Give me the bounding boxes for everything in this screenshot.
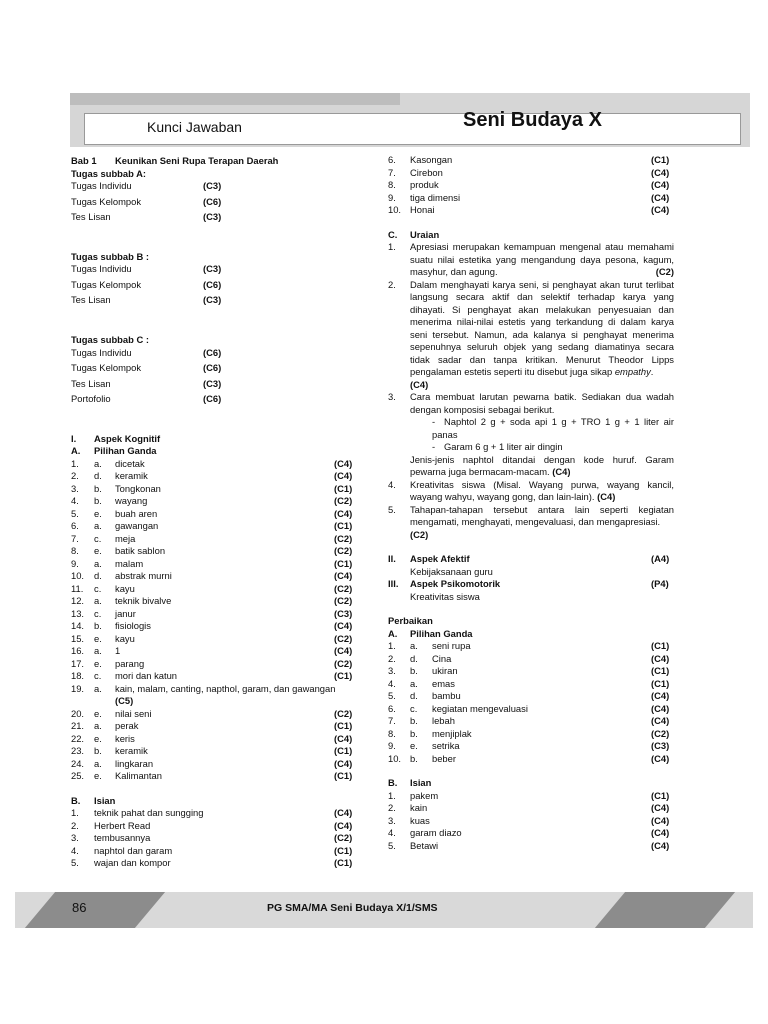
list-item: 4. garam diazo (C4) [388, 827, 670, 838]
list-item: Tugas Kelompok (C6) [71, 362, 222, 374]
perbaikan-pg-list [388, 640, 674, 765]
list-item: Tugas Individu (C3) [71, 180, 222, 191]
list-item: 2. kain (C4) [388, 802, 670, 813]
tugas-a-title: Tugas subbab A: [71, 167, 146, 179]
list-item: 15. e. kayu (C2) [71, 632, 353, 644]
uraian-item-5: 5. Tahapan-tahapan tersebut antara lain seperti kegiatan mengamati, menghayati, mengevaluasi, dan mengapresiasi. (C2) [388, 503, 674, 540]
list-item: 14. b. fisiologis (C4) [71, 620, 353, 632]
psikomotorik-heading: III. Aspek Psikomotorik (P4) [388, 578, 669, 589]
header-left-title: Kunci Jawaban [147, 119, 242, 135]
pilihan-ganda-heading: A. Pilihan Ganda [71, 445, 157, 457]
left-column [71, 155, 361, 870]
uraian-sub-2: - Garam 6 g + 1 liter air dingin [432, 441, 563, 452]
list-item: 22. e. keris (C4) [71, 732, 353, 744]
list-item: 5. Betawi (C4) [388, 839, 670, 851]
afektif-text: Kebijaksanaan guru [410, 565, 493, 577]
afektif-heading: II. Aspek Afektif (A4) [388, 553, 670, 564]
list-item: Tugas Individu (C3) [71, 263, 222, 275]
list-item: 9. a. malam (C1) [71, 557, 353, 569]
list-item: 10. Honai (C4) [388, 204, 670, 215]
list-item: 2. Herbert Read (C4) [71, 819, 353, 831]
list-item: 3. tembusannya (C2) [71, 832, 353, 844]
isian-heading: B. Isian [71, 794, 116, 806]
list-item: 23. b. keramik (C1) [71, 745, 353, 757]
list-item: Tes Lisan (C3) [71, 294, 222, 306]
perbaikan-pg-heading: A. Pilihan Ganda [388, 627, 473, 639]
list-item: 1. a. seni rupa (C1) [388, 640, 670, 651]
list-item: 4. b. wayang (C2) [71, 495, 353, 507]
list-item: 12. a. teknik bivalve (C2) [71, 595, 353, 607]
list-item: 25. e. Kalimantan (C1) [71, 770, 353, 782]
list-item: 19. a. kain, malam, canting, napthol, garam, dan gawangan [71, 682, 336, 694]
list-item: 3. b. Tongkonan (C1) [71, 482, 353, 494]
list-item: 8. b. menjiplak (C2) [388, 727, 670, 739]
tugas-a-list [71, 180, 361, 227]
isian-list-continued [388, 154, 674, 217]
list-item: 10. d. abstrak murni (C4) [71, 570, 353, 582]
list-item: 17. e. parang (C2) [71, 657, 353, 669]
list-item: 6. c. kegiatan mengevaluasi (C4) [388, 702, 670, 714]
tugas-c-list [71, 347, 361, 409]
list-item: Tugas Individu (C6) [71, 346, 222, 358]
list-item: Tes Lisan (C3) [71, 377, 222, 389]
list-item: 20. e. nilai seni (C2) [71, 707, 353, 719]
right-column [388, 154, 674, 852]
isian-list [71, 807, 361, 870]
list-item: 8. produk (C4) [388, 179, 670, 190]
list-item: 21. a. perak (C1) [71, 720, 353, 732]
list-item: 1. pakem (C1) [388, 789, 670, 801]
list-item: 7. b. lebah (C4) [388, 715, 670, 726]
list-item: Tes Lisan (C3) [71, 211, 222, 223]
list-item: 4. naphtol dan garam (C1) [71, 844, 353, 856]
tugas-b-list [71, 263, 361, 310]
uraian-item-1: 1. Apresiasi merupakan kemampuan mengenal atau memahami suatu nilai estetika yang mengandung daya pesona, kagum, masyhur, dan agung. (C2) [388, 241, 674, 277]
list-item: 16. a. 1 (C4) [71, 645, 353, 657]
uraian-sub-1: - Naphtol 2 g + soda api 1 g + TRO 1 g + 1 liter air panas [432, 416, 674, 440]
uraian-heading: C. Uraian [388, 228, 440, 240]
list-item: 24. a. lingkaran (C4) [71, 757, 353, 769]
list-item: 1. a. dicetak (C4) [71, 457, 353, 469]
list-item: 13. c. janur (C3) [71, 607, 353, 619]
list-item: 7. c. meja (C2) [71, 532, 353, 544]
footer-title: PG SMA/MA Seni Budaya X/1/SMS [267, 902, 438, 914]
list-item: 1. teknik pahat dan sungging (C4) [71, 807, 353, 819]
list-item: 2. d. keramik (C4) [71, 470, 353, 482]
list-item: 3. kuas (C4) [388, 814, 670, 826]
uraian-item-3: 3. Cara membuat larutan pewarna batik. Sediakan dua wadah dengan komposisi sebagai berikut. - Naphtol 2 g + soda api 1 g + TRO 1 g + 1 liter air panas - Garam 6 g + 1 liter air dingin Jenis-jenis naphtol ditandai dengan kode huruf. Garam pewarna juga bermacam-macam. (C4) [388, 391, 674, 477]
list-item: 9. tiga dimensi (C4) [388, 191, 670, 203]
list-item: 7. Cirebon (C4) [388, 166, 670, 178]
bab-heading: Bab 1 Keunikan Seni Rupa Terapan Daerah [71, 155, 279, 166]
tugas-b-title: Tugas subbab B : [71, 250, 149, 262]
list-item: 5. wajan dan kompor (C1) [71, 857, 353, 869]
uraian-item-2: 2. Dalam menghayati karya seni, si penghayat akan turut terlibat langsung secara aktif dan selektif terhadap karya yang dihayati. Si penghayat akan melakukan penyesuaian dan menerima nilai-nilai estetis yang terkandung di dalam karya seni tersebut. Namun, ada kalanya si penghayat menerima sepenuhnya seluruh objek yang sedang diamatinya secara tidak sadar dan tanpa kritikan. Menurut Theodor Lipps pengalaman estetis seperti itu disebut juga sikap empathy. (C4) [388, 278, 674, 390]
list-item: 6. Kasongan (C1) [388, 154, 670, 165]
list-item: 9. e. setrika (C3) [388, 740, 670, 751]
list-item: 6. a. gawangan (C1) [71, 520, 353, 532]
pilihan-ganda-list [71, 458, 361, 683]
page-number: 86 [72, 900, 87, 915]
list-item: Portofolio (C6) [71, 393, 222, 405]
list-item: 3. b. ukiran (C1) [388, 665, 670, 676]
list-item: 18. c. mori dan katun (C1) [71, 670, 353, 682]
perbaikan-heading: Perbaikan [388, 615, 433, 626]
uraian-item-4: 4. Kreativitas siswa (Misal. Wayang purwa, wayang kancil, wayang wahyu, wayang gong, dan lain-lain). (C4) [388, 478, 674, 502]
list-item-code: (C5) [115, 695, 134, 707]
list-item: 8. e. batik sablon (C2) [71, 545, 353, 557]
perbaikan-isian-list [388, 790, 674, 853]
list-item: 2. d. Cina (C4) [388, 652, 670, 664]
perbaikan-isian-heading: B. Isian [388, 777, 432, 788]
list-item: Tugas Kelompok (C6) [71, 195, 222, 207]
list-item: 10. b. beber (C4) [388, 752, 670, 764]
list-item: Tugas Kelompok (C6) [71, 278, 222, 290]
header-right-title: Seni Budaya X [463, 109, 602, 131]
tugas-c-title: Tugas subbab C : [71, 334, 149, 346]
pilihan-ganda-list-2 [71, 708, 361, 783]
list-item: 11. c. kayu (C2) [71, 582, 353, 594]
header-tab [70, 93, 400, 105]
list-item: 5. d. bambu (C4) [388, 690, 670, 701]
kognitif-heading: I. Aspek Kognitif [71, 432, 161, 444]
list-item: 4. a. emas (C1) [388, 677, 670, 689]
psikomotorik-text: Kreativitas siswa [410, 590, 480, 602]
list-item: 5. e. buah aren (C4) [71, 507, 353, 519]
